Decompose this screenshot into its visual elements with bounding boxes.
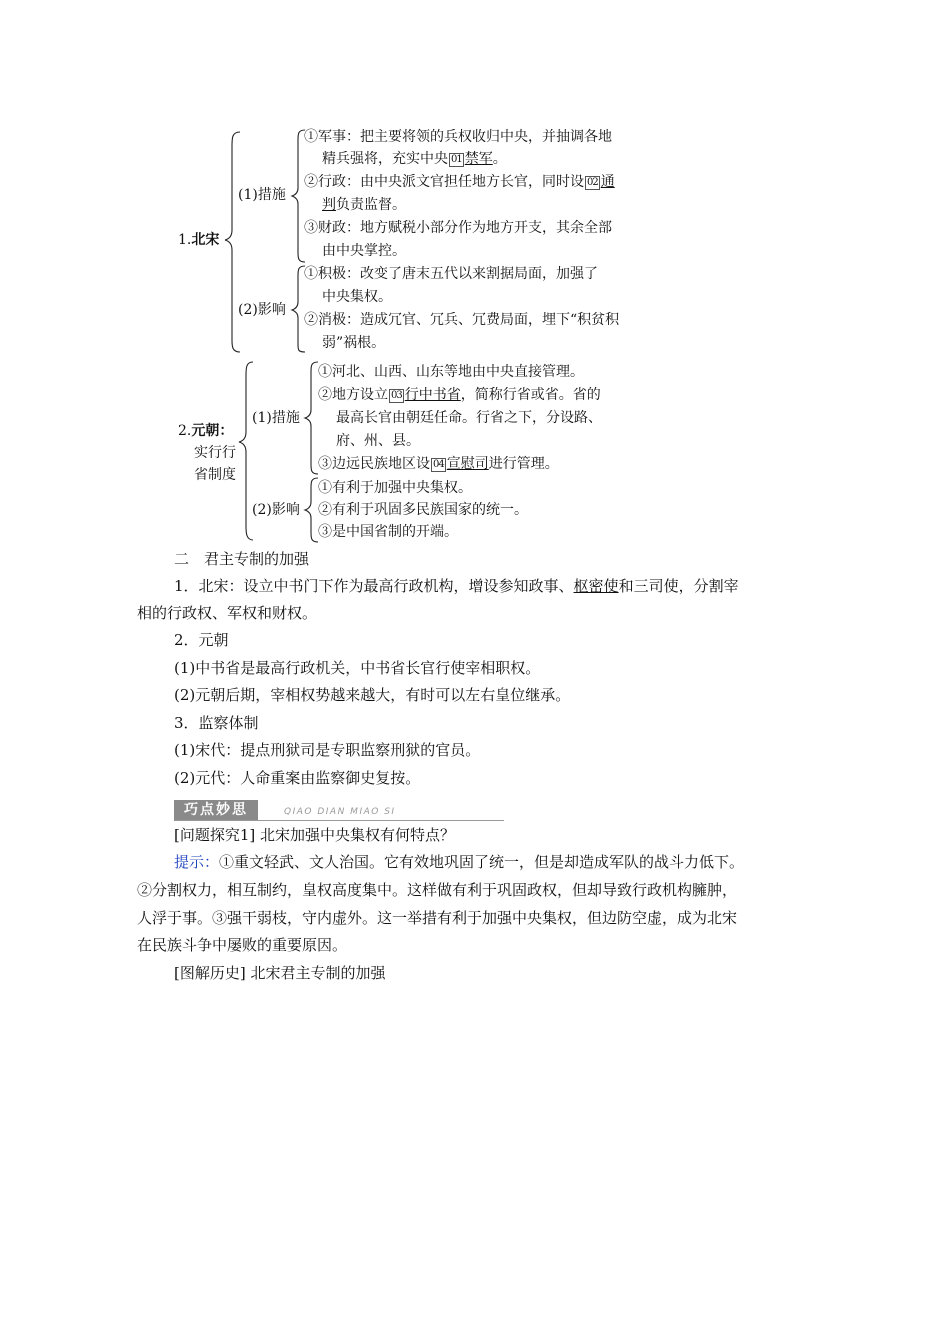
yuan-impact-brace [305, 478, 318, 542]
song-finance-line2: 由中央掌控。 [322, 243, 406, 259]
text-span: ②行政：由中央派文官担任地方长官，同时设 [304, 174, 584, 190]
text-span: ，简称行省或省。省的 [460, 387, 601, 403]
tip-answer-line2: ②分割权力，相互制约，皇权高度集中。这样做有利于巩固政权，但却导致行政机构臃肿， [137, 881, 738, 899]
blank-number-box: 02 [587, 177, 598, 188]
yuan-measures-brace [305, 362, 318, 474]
text-span: ③边远民族地区设 [318, 456, 430, 472]
section2-p1-line2: 相的行政权、军权和财权。 [137, 604, 318, 622]
answer-xuanweisi: 宣慰司 [446, 456, 489, 472]
text-span: 1．北宋：设立中书门下作为最高行政机构，增设参知政事、 [174, 577, 574, 595]
tip-answer-line4: 在民族斗争中屡败的重要原因。 [137, 936, 348, 954]
song-impact-label: (2)影响 [238, 302, 286, 318]
yuan-label-text: 元朝： [191, 423, 234, 439]
answer-xingzhongshusheng: 行中书省 [404, 387, 461, 403]
text-span: 和三司使，分割宰 [618, 577, 739, 595]
yuan-measure-3: 最高长官由朝廷任命。行省之下，分设路、 [336, 410, 602, 426]
yuan-label-num: 2. [178, 423, 192, 439]
answer-tongpan-a: 通 [600, 174, 615, 190]
section2-p6: (1)宋代：提点刑狱司是专职监察刑狱的官员。 [174, 741, 481, 759]
song-military-line1: ①军事：把主要将领的兵权收归中央，并抽调各地 [304, 129, 612, 145]
song-negative-line2: 弱”祸根。 [322, 335, 386, 351]
text-span: ①重文轻武、文人治国。它有效地巩固了统一，但是却造成军队的战斗力低下。 [219, 853, 745, 871]
section2-p2: 2．元朝 [174, 631, 229, 649]
yuan-measure-1: ①河北、山西、山东等地由中央直接管理。 [318, 364, 584, 380]
section2-p3: (1)中书省是最高行政机关，中书省长官行使宰相职权。 [174, 659, 541, 677]
song-admin-line1 [304, 171, 615, 193]
blank-number-box: 01 [451, 154, 462, 165]
tip-answer-line3: 人浮于事。③强干弱枝，守内虚外。这一举措有利于加强中央集权，但边防空虚，成为北宋 [137, 909, 738, 927]
yuan-impact-1: ①有利于加强中央集权。 [318, 480, 472, 496]
answer-jinjun: 禁军 [464, 151, 493, 167]
section2-heading: 二 君主专制的加强 [174, 550, 310, 568]
song-finance-line1: ③财政：地方赋税小部分作为地方开支，其余全部 [304, 220, 612, 236]
tip-diagram-title: [图解历史] 北宋君主专制的加强 [174, 964, 386, 982]
song-measures-label: (1)措施 [238, 187, 286, 203]
yuan-measure-5 [318, 453, 559, 475]
tip-banner [174, 799, 504, 823]
yuan-impact-3: ③是中国省制的开端。 [318, 524, 458, 540]
song-label [178, 229, 219, 251]
yuan-impact-2: ②有利于巩固多民族国家的统一。 [318, 502, 528, 518]
answer-shumishi: 枢密使 [573, 577, 619, 595]
song-military-line2 [322, 148, 507, 170]
song-positive-line1: ①积极：改变了唐末五代以来割据局面，加强了 [304, 266, 598, 282]
text-span: 。 [492, 151, 507, 167]
tip-tag: 巧点妙思 [174, 800, 258, 820]
yuan-label-2: 实行行 [194, 445, 236, 461]
tip-answer-line1 [174, 849, 744, 876]
yuan-label-3: 省制度 [194, 467, 236, 483]
yuan-label [178, 420, 233, 442]
yuan-measure-4: 府、州、县。 [336, 433, 420, 449]
text-span: 负责监督。 [336, 197, 406, 213]
hint-label: 提示： [174, 853, 220, 871]
blank-number-box: 03 [391, 390, 402, 401]
yuan-measure-2 [318, 384, 601, 406]
song-label-num: 1. [178, 232, 192, 248]
song-negative-line1: ②消极：造成冗官、冗兵、冗费局面，埋下“积贫积 [304, 312, 620, 328]
yuan-brace [239, 362, 253, 540]
tip-tag-en: QIAO DIAN MIAO SI [284, 807, 396, 817]
text-span: 精兵强将，充实中央 [322, 151, 448, 167]
text-span: 进行管理。 [488, 456, 559, 472]
song-positive-line2: 中央集权。 [322, 289, 392, 305]
song-measures-brace [292, 130, 305, 262]
yuan-measures-label: (1)措施 [252, 410, 300, 426]
tip-underline [174, 820, 504, 821]
yuan-impact-label: (2)影响 [252, 502, 300, 518]
answer-tongpan-b: 判 [322, 197, 336, 213]
section2-p4: (2)元朝后期，宰相权势越来越大，有时可以左右皇位继承。 [174, 686, 571, 704]
tip-question: [问题探究1] 北宋加强中央集权有何特点？ [174, 826, 456, 844]
section2-p1-line1 [174, 573, 739, 600]
text-span: ②地方设立 [318, 387, 388, 403]
song-label-text: 北宋 [191, 232, 220, 248]
section2-p5: 3．监察体制 [174, 714, 259, 732]
song-admin-line2 [322, 194, 406, 216]
section2-p7: (2)元代：人命重案由监察御史复按。 [174, 769, 421, 787]
blank-number-box: 04 [433, 459, 444, 470]
